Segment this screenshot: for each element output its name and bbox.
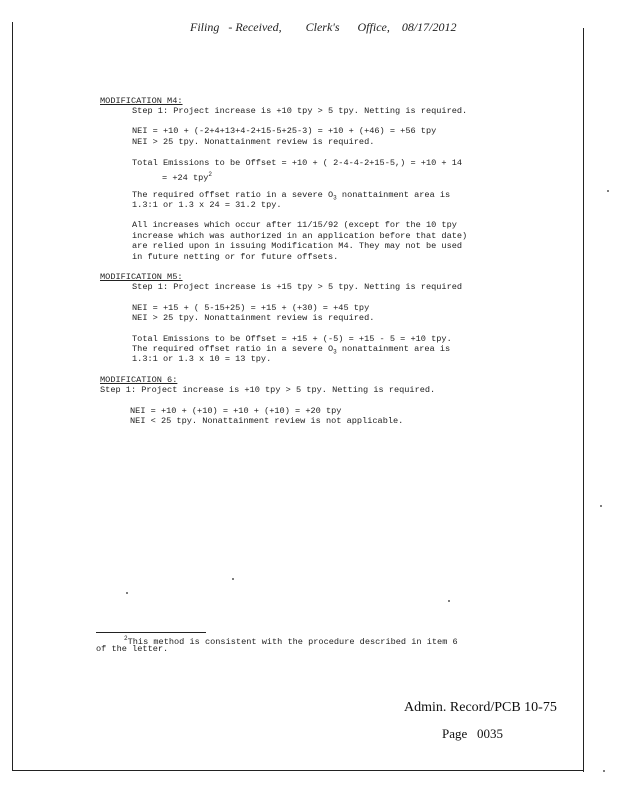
- mod6-heading: MODIFICATION 6:: [100, 375, 178, 385]
- scan-speck: [448, 600, 450, 602]
- mod6-nei-review: NEI < 25 tpy. Nonattainment review is not applicable.: [130, 416, 404, 426]
- page-border-right: [583, 28, 584, 772]
- mod5-heading: MODIFICATION M5:: [100, 272, 183, 282]
- scan-speck: [603, 770, 605, 772]
- mod5-nei-review: NEI > 25 tpy. Nonattainment review is required.: [132, 313, 375, 323]
- admin-record-stamp: Admin. Record/PCB 10-75: [404, 700, 557, 715]
- footnote-ref: 2: [208, 171, 213, 178]
- filing-header: Filing - Received, Clerk's Office, 08/17/2012: [190, 20, 457, 34]
- mod4-ratio-line2: 1.3:1 or 1.3 x 24 = 31.2 tpy.: [132, 200, 282, 210]
- mod4-ratio-line1: The required offset ratio in a severe $O_3$ nonattainment area is: [132, 190, 451, 202]
- mod5-ratio-line1: The required offset ratio in a severe $O_3$ nonattainment area is: [132, 344, 451, 356]
- page-border-left: [12, 22, 13, 770]
- page-number-stamp: Page 0035: [442, 726, 504, 741]
- mod5-offset: Total Emissions to be Offset = +15 + (-5) = +15 - 5 = +10 tpy.: [132, 334, 452, 344]
- mod5-step1: Step 1: Project increase is +15 tpy > 5 tpy. Netting is required: [132, 282, 463, 292]
- scan-speck: [607, 190, 609, 192]
- mod4-heading: MODIFICATION M4:: [100, 96, 183, 106]
- mod4-nei: NEI = +10 + (-2+4+13+4-2+15-5+25-3) = +10 + (+46) = +56 tpy: [132, 126, 437, 136]
- footnote-line2: of the letter.: [96, 644, 169, 654]
- mod4-offset-line1: Total Emissions to be Offset = +10 + ( 2-4-4-2+15-5,) = +10 + 14: [132, 158, 463, 168]
- mod6-nei: NEI = +10 + (+10) = +10 + (+10) = +20 tpy: [130, 406, 342, 416]
- footnote-line1: $^2$This method is consistent with the procedure described in item 6: [124, 635, 458, 647]
- page-border-bottom: [12, 770, 584, 771]
- mod4-note-line1: All increases which occur after 11/15/92 (except for the 10 tpy: [132, 220, 457, 230]
- mod4-note-line2: increase which was authorized in an application before that date): [132, 231, 468, 241]
- mod5-ratio-line2: 1.3:1 or 1.3 x 10 = 13 tpy.: [132, 354, 272, 364]
- scan-speck: [232, 578, 234, 580]
- mod4-step1: Step 1: Project increase is +10 tpy > 5 tpy. Netting is required.: [132, 106, 468, 116]
- mod6-step1: Step 1: Project increase is +10 tpy > 5 tpy. Netting is required.: [100, 385, 436, 395]
- mod4-offset-line2: = +24 tpy$^2$: [162, 171, 213, 183]
- mod4-note-line3: are relied upon in issuing Modification M4. They may not be used: [132, 241, 463, 251]
- mod5-nei: NEI = +15 + ( 5-15+25) = +15 + (+30) = +45 tpy: [132, 303, 370, 313]
- scan-speck: [600, 505, 602, 507]
- mod4-nei-review: NEI > 25 tpy. Nonattainment review is required.: [132, 137, 375, 147]
- scan-speck: [126, 592, 128, 594]
- mod4-note-line4: in future netting or for future offsets.: [132, 252, 339, 262]
